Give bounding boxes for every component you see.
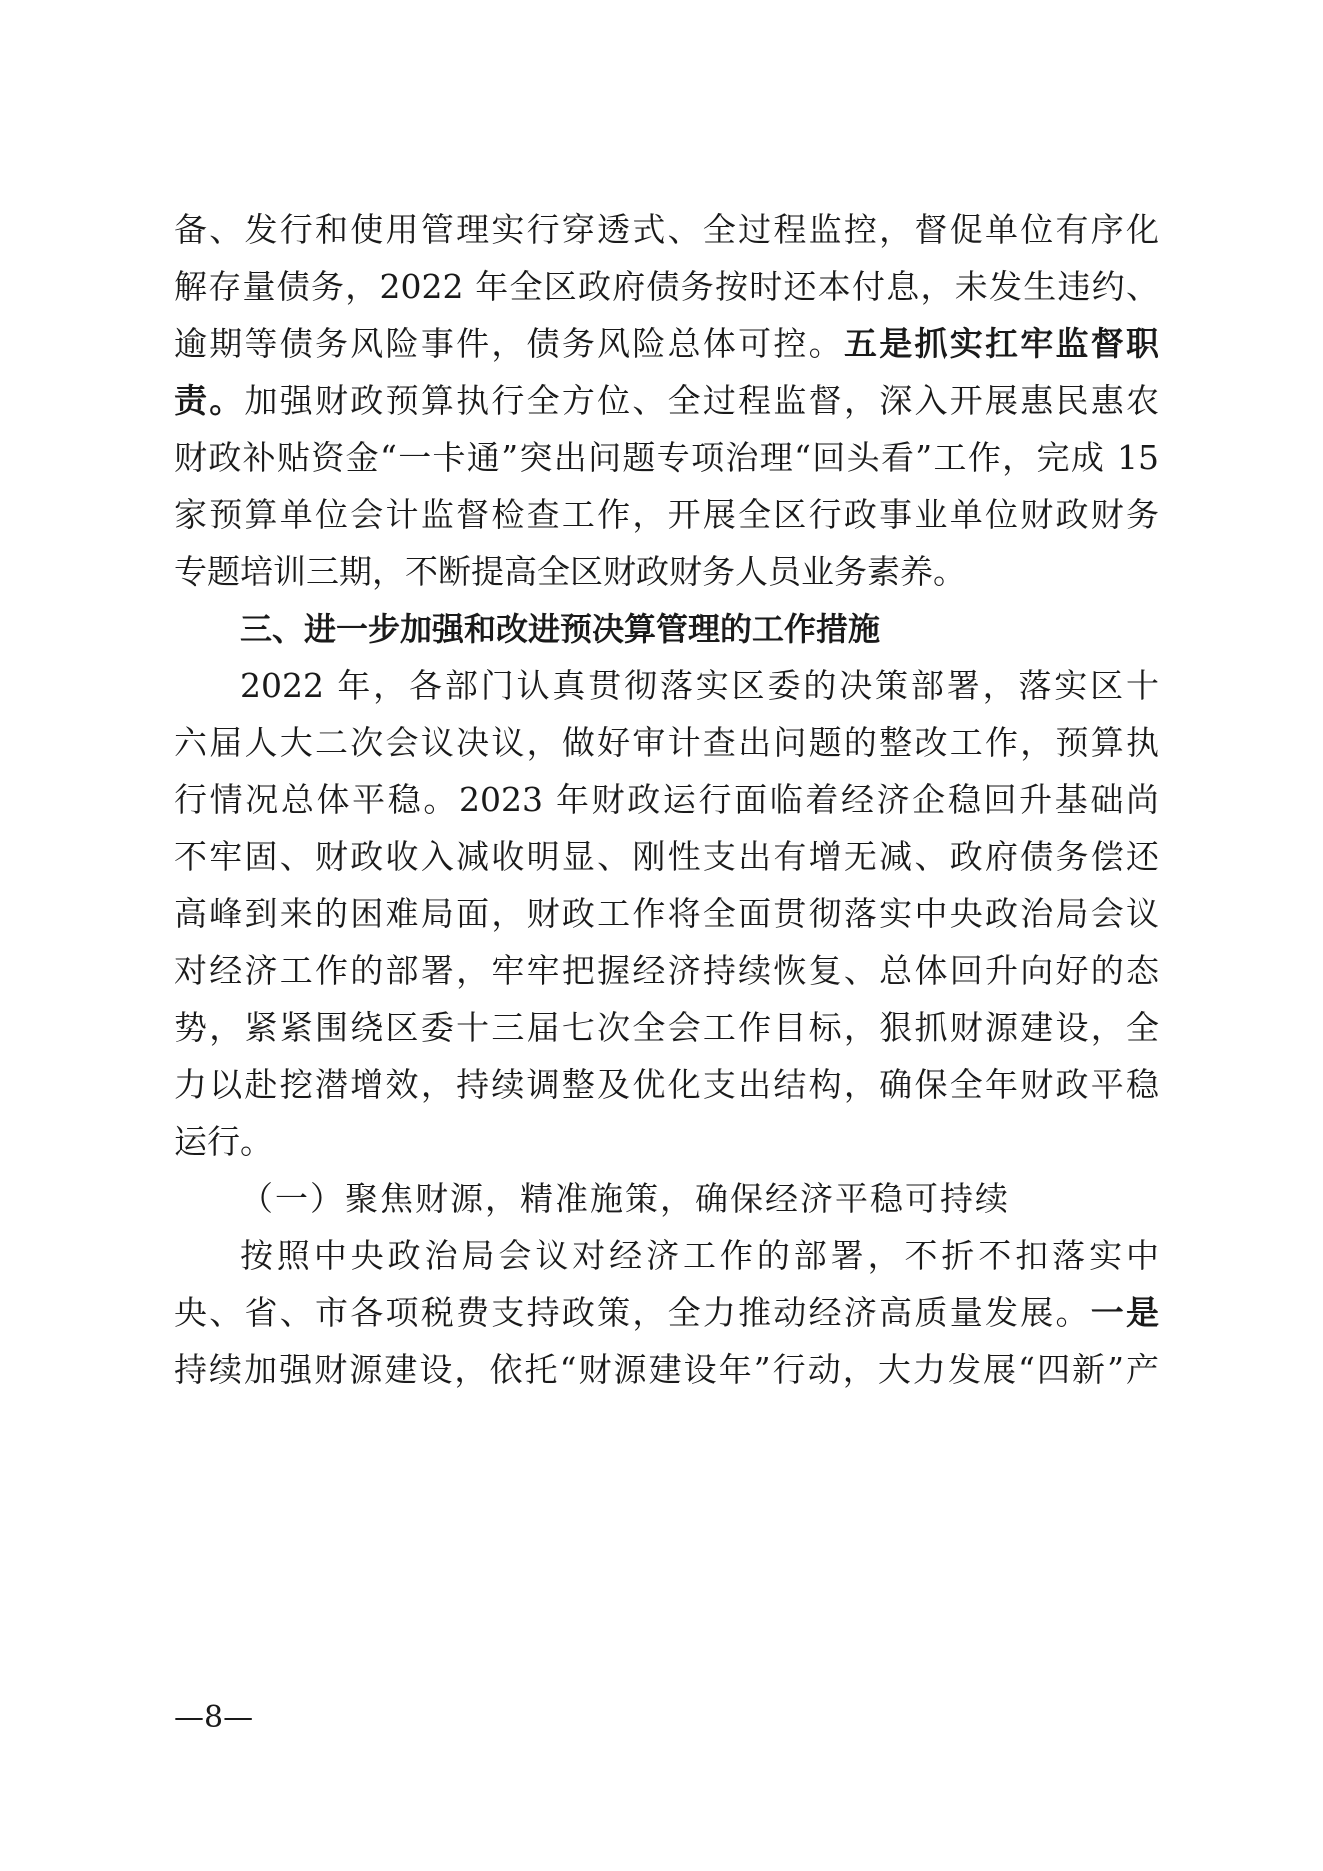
paragraph-line-15: 势，紧紧围绕区委十三届七次全会工作目标，狠抓财源建设，全 <box>174 1008 1159 1047</box>
paragraph-line-2: 解存量债务，2022 年全区政府债务按时还本付息，未发生违约、 <box>174 267 1159 306</box>
paragraph-line-5: 财政补贴资金“一卡通”突出问题专项治理“回头看”工作，完成 15 <box>174 438 1159 477</box>
paragraph-line-6: 家预算单位会计监督检查工作，开展全区行政事业单位财政财务 <box>174 495 1159 534</box>
paragraph-line-1: 备、发行和使用管理实行穿透式、全过程监控，督促单位有序化 <box>174 210 1159 249</box>
line-4-text: 加强财政预算执行全方位、全过程监督，深入开展惠民惠农 <box>244 381 1160 420</box>
page-number: —8— <box>174 1700 254 1735</box>
paragraph-line-3 <box>174 324 1159 364</box>
subsection-heading-1: （一）聚焦财源，精准施策，确保经济平稳可持续 <box>240 1179 1010 1218</box>
paragraph-line-11: 行情况总体平稳。2023 年财政运行面临着经济企稳回升基础尚 <box>174 780 1159 819</box>
paragraph-line-12: 不牢固、财政收入减收明显、刚性支出有增无减、政府债务偿还 <box>174 837 1159 876</box>
paragraph-line-10: 六届人大二次会议决议，做好审计查出问题的整改工作，预算执 <box>174 723 1159 762</box>
paragraph-line-17: 运行。 <box>174 1122 273 1161</box>
paragraph-line-4 <box>174 381 1159 421</box>
paragraph-line-14: 对经济工作的部署，牢牢把握经济持续恢复、总体回升向好的态 <box>174 951 1159 990</box>
paragraph-line-21: 持续加强财源建设，依托“财源建设年”行动，大力发展“四新”产 <box>174 1350 1159 1389</box>
paragraph-line-20 <box>174 1293 1159 1333</box>
paragraph-line-16: 力以赴挖潜增效，持续调整及优化支出结构，确保全年财政平稳 <box>174 1065 1159 1104</box>
point-five-heading-start: 五是抓实扛牢监督职 <box>843 324 1160 363</box>
paragraph-line-9: 2022 年，各部门认真贯彻落实区委的决策部署，落实区十 <box>240 666 1159 705</box>
point-one-label: 一是 <box>1090 1293 1160 1332</box>
paragraph-line-7: 专题培训三期，不断提高全区财政财务人员业务素养。 <box>174 552 966 591</box>
line-3-text: 逾期等债务风险事件，债务风险总体可控。 <box>174 324 844 363</box>
paragraph-line-19: 按照中央政治局会议对经济工作的部署，不折不扣落实中 <box>240 1236 1159 1275</box>
point-five-heading-end: 责。 <box>174 381 245 420</box>
section-heading-3: 三、进一步加强和改进预决算管理的工作措施 <box>240 610 881 648</box>
paragraph-line-13: 高峰到来的困难局面，财政工作将全面贯彻落实中央政治局会议 <box>174 894 1159 933</box>
line-20-text: 央、省、市各项税费支持政策，全力推动经济高质量发展。 <box>174 1293 1091 1332</box>
